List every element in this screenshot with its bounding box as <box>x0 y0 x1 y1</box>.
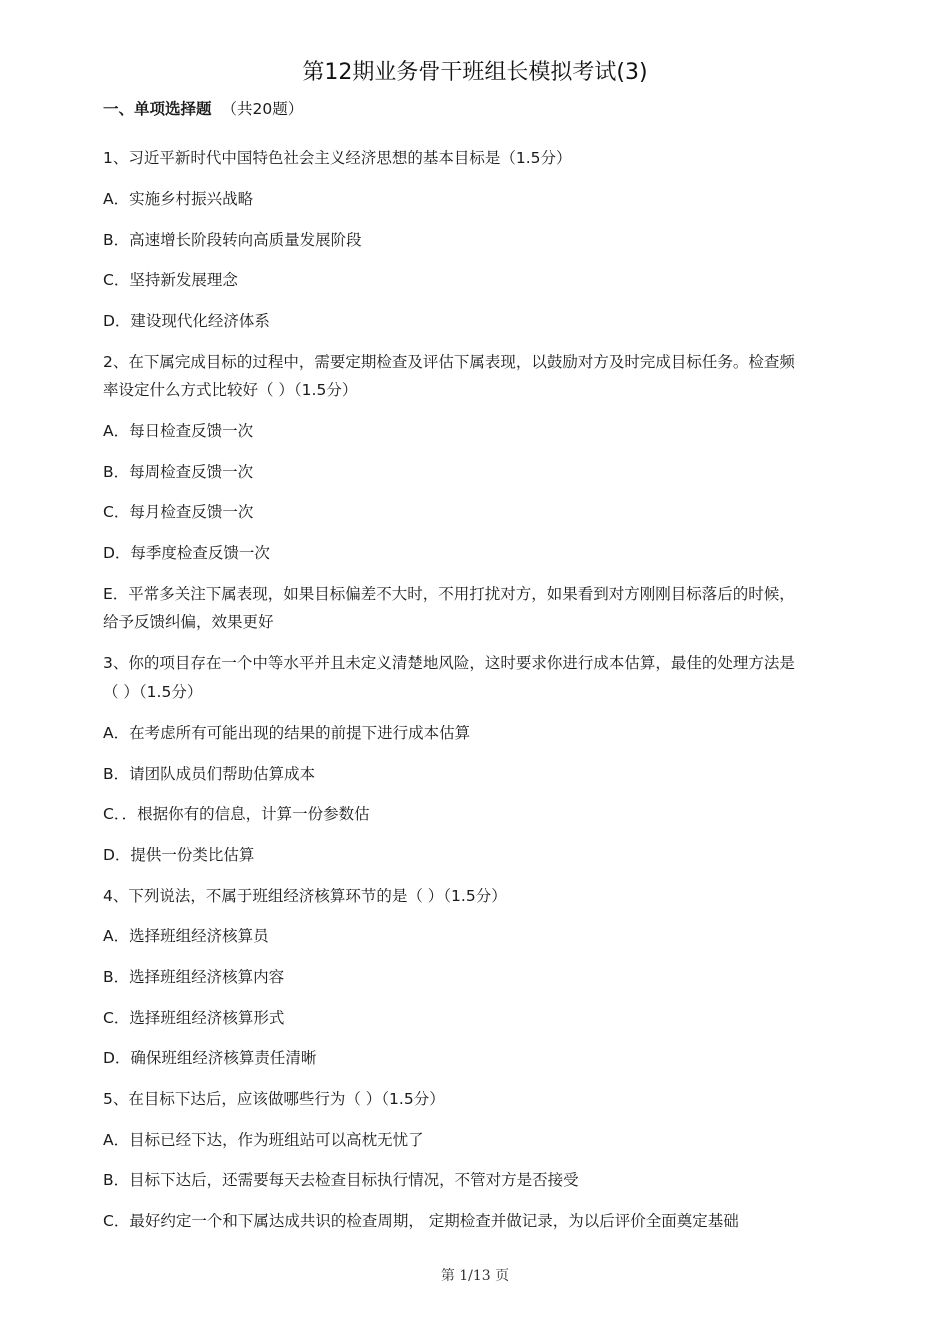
text-line: B．每周检查反馈一次 <box>103 463 254 481</box>
text-line: （ ）（1.5分） <box>103 683 203 701</box>
text-line: B．选择班组经济核算内容 <box>103 968 285 986</box>
text-line: 2、在下属完成目标的过程中，需要定期检查及评估下属表现，以鼓励对方及时完成目标任务。检查频 <box>103 353 795 371</box>
text-line: E．平常多关注下属表现，如果目标偏差不大时，不用打扰对方，如果看到对方刚刚目标落后的时候， <box>103 585 795 603</box>
text-line: A．选择班组经济核算员 <box>103 927 269 945</box>
text-line: C．．根据你有的信息，计算一份参数估 <box>103 805 370 823</box>
text-line: C．选择班组经济核算形式 <box>103 1009 285 1027</box>
section-count: （共20题） <box>221 100 304 118</box>
text-line: 4、下列说法，不属于班组经济核算环节的是（ ）（1.5分） <box>103 887 507 905</box>
text-line: 1、习近平新时代中国特色社会主义经济思想的基本目标是（1.5分） <box>103 149 572 167</box>
text-line: D．建设现代化经济体系 <box>103 312 270 330</box>
page-title: 第12期业务骨干班组长模拟考试(3) <box>302 60 648 85</box>
text-line: B．请团队成员们帮助估算成本 <box>103 765 316 783</box>
text-line: A．实施乡村振兴战略 <box>103 190 254 208</box>
page-number-footer: 第 1/13 页 <box>440 1268 510 1284</box>
text-line: 给予反馈纠偏，效果更好 <box>103 613 274 631</box>
text-line: B．高速增长阶段转向高质量发展阶段 <box>103 231 362 249</box>
text-line: D．确保班组经济核算责任清晰 <box>103 1049 317 1067</box>
text-line: A．目标已经下达，作为班组站可以高枕无忧了 <box>103 1131 424 1149</box>
text-line: D．提供一份类比估算 <box>103 846 255 864</box>
text-line: 5、在目标下达后，应该做哪些行为（ ）（1.5分） <box>103 1090 445 1108</box>
text-line: A．每日检查反馈一次 <box>103 422 254 440</box>
text-line: C．最好约定一个和下属达成共识的检查周期， 定期检查并做记录，为以后评价全面奠定基础 <box>103 1212 739 1230</box>
text-line: C．坚持新发展理念 <box>103 271 238 289</box>
text-line: A．在考虑所有可能出现的结果的前提下进行成本估算 <box>103 724 471 742</box>
section-title: 一、单项选择题 <box>103 100 212 118</box>
text-line: C．每月检查反馈一次 <box>103 503 254 521</box>
text-line: B．目标下达后，还需要每天去检查目标执行情况，不管对方是否接受 <box>103 1171 579 1189</box>
section-header <box>103 98 303 120</box>
text-line: 3、你的项目存在一个中等水平并且未定义清楚地风险，这时要求你进行成本估算，最佳的处理方法是 <box>103 654 795 672</box>
text-line: 率设定什么方式比较好（ ）（1.5分） <box>103 381 358 399</box>
text-line: D．每季度检查反馈一次 <box>103 544 270 562</box>
